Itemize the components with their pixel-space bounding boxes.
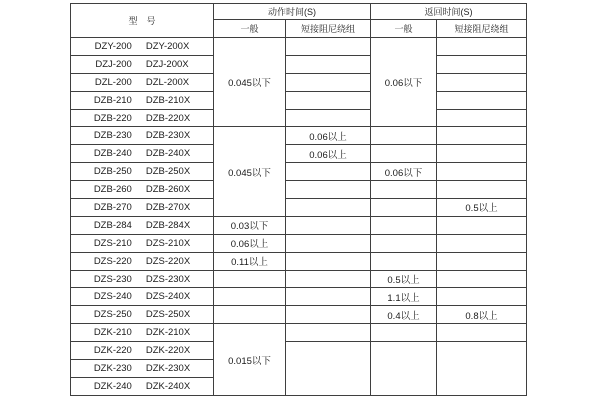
action-damping-cell: 0.06以上 xyxy=(286,145,371,163)
return-damping-cell xyxy=(437,127,527,145)
action-general-cell: 0.11以上 xyxy=(214,252,286,270)
model-pair xyxy=(71,166,213,177)
action-damping-cell xyxy=(286,234,371,252)
return-damping-cell xyxy=(437,163,527,181)
model-pair xyxy=(71,363,213,374)
model-x-variant: DZS-240X xyxy=(145,291,191,303)
model-x-variant: DZS-210X xyxy=(145,237,191,249)
model-x-variant: DZB-270X xyxy=(145,201,191,213)
model-cell xyxy=(71,38,214,56)
header-action-general: 一般 xyxy=(214,20,286,38)
return-damping-cell xyxy=(437,91,527,109)
model-pair xyxy=(71,381,213,392)
model-x-variant: DZS-230X xyxy=(145,273,191,285)
model-x-variant: DZK-210X xyxy=(145,327,191,339)
model-pair xyxy=(71,202,213,213)
model-cell xyxy=(71,377,214,395)
model-base: DZB-284 xyxy=(93,219,132,231)
return-general-cell: 0.06以下 xyxy=(371,163,437,181)
action-damping-cell xyxy=(286,270,371,288)
return-general-cell xyxy=(371,127,437,145)
model-x-variant: DZK-230X xyxy=(145,362,191,374)
model-base: DZK-220 xyxy=(93,345,132,357)
model-x-variant: DZK-240X xyxy=(145,380,191,392)
model-base: DZK-240 xyxy=(93,380,132,392)
model-cell xyxy=(71,252,214,270)
model-pair xyxy=(71,291,213,302)
return-damping-cell xyxy=(437,145,527,163)
model-cell xyxy=(71,306,214,324)
action-general-cell xyxy=(214,270,286,288)
action-damping-cell xyxy=(286,252,371,270)
table-row xyxy=(71,127,527,145)
model-cell xyxy=(71,270,214,288)
model-cell xyxy=(71,163,214,181)
return-damping-cell xyxy=(437,342,527,396)
model-cell xyxy=(71,73,214,91)
model-cell xyxy=(71,145,214,163)
model-pair xyxy=(71,59,213,70)
model-cell xyxy=(71,91,214,109)
header-action-damping: 短接阻尼绕组 xyxy=(286,20,371,38)
header-action-time: 动作时间(S) xyxy=(214,4,371,20)
model-pair xyxy=(71,41,213,52)
return-damping-cell: 0.8以上 xyxy=(437,306,527,324)
model-cell xyxy=(71,324,214,342)
return-damping-cell xyxy=(437,288,527,306)
table-row xyxy=(71,216,527,234)
table-row xyxy=(71,55,527,73)
model-base: DZS-220 xyxy=(93,255,132,267)
table-row xyxy=(71,252,527,270)
header-return-damping: 短接阻尼绕组 xyxy=(437,20,527,38)
action-general-cell: 0.03以下 xyxy=(214,216,286,234)
table-row xyxy=(71,73,527,91)
model-base: DZK-210 xyxy=(93,327,132,339)
return-general-cell: 0.5以上 xyxy=(371,270,437,288)
table-row xyxy=(71,145,527,163)
table-body xyxy=(71,38,527,396)
action-damping-cell xyxy=(286,324,371,342)
model-x-variant: DZS-250X xyxy=(145,309,191,321)
model-x-variant: DZB-210X xyxy=(145,94,191,106)
model-x-variant: DZJ-200X xyxy=(145,58,189,70)
return-damping-cell xyxy=(437,109,527,127)
action-damping-cell: 0.06以上 xyxy=(286,127,371,145)
return-damping-cell xyxy=(437,181,527,199)
action-damping-cell xyxy=(286,109,371,127)
model-base: DZB-240 xyxy=(93,148,132,160)
model-base: DZJ-200 xyxy=(95,58,132,70)
model-base: DZB-230 xyxy=(93,130,132,142)
table-row xyxy=(71,163,527,181)
model-cell xyxy=(71,360,214,378)
table-row xyxy=(71,342,527,360)
model-base: DZB-210 xyxy=(93,94,132,106)
return-general-cell xyxy=(371,181,437,199)
return-general-cell xyxy=(371,342,437,396)
model-pair xyxy=(71,148,213,159)
model-x-variant: DZY-200X xyxy=(145,40,190,52)
model-pair xyxy=(71,184,213,195)
action-general-cell: 0.06以上 xyxy=(214,234,286,252)
return-damping-cell xyxy=(437,234,527,252)
action-damping-cell xyxy=(286,216,371,234)
return-general-cell: 1.1以上 xyxy=(371,288,437,306)
model-pair xyxy=(71,327,213,338)
table-row xyxy=(71,199,527,217)
return-damping-cell xyxy=(437,55,527,73)
return-damping-cell xyxy=(437,38,527,56)
return-damping-cell xyxy=(437,73,527,91)
return-general-cell xyxy=(371,216,437,234)
return-general-cell xyxy=(371,234,437,252)
model-base: DZS-240 xyxy=(93,291,132,303)
table-row xyxy=(71,38,527,56)
table-row xyxy=(71,109,527,127)
header-return-general: 一般 xyxy=(371,20,437,38)
action-damping-cell xyxy=(286,181,371,199)
model-cell xyxy=(71,55,214,73)
action-damping-cell xyxy=(286,199,371,217)
table-row xyxy=(71,234,527,252)
model-cell xyxy=(71,288,214,306)
return-general-cell xyxy=(371,199,437,217)
model-pair xyxy=(71,130,213,141)
model-x-variant: DZB-284X xyxy=(145,219,191,231)
table-header xyxy=(71,4,527,38)
model-pair xyxy=(71,238,213,249)
action-damping-cell xyxy=(286,91,371,109)
model-cell xyxy=(71,109,214,127)
model-base: DZS-230 xyxy=(93,273,132,285)
model-pair xyxy=(71,309,213,320)
table-row xyxy=(71,270,527,288)
table-row xyxy=(71,288,527,306)
return-damping-cell xyxy=(437,324,527,342)
model-cell xyxy=(71,342,214,360)
model-base: DZB-250 xyxy=(93,166,132,178)
model-x-variant: DZB-220X xyxy=(145,112,191,124)
model-x-variant: DZB-230X xyxy=(145,130,191,142)
header-return-time: 返回时间(S) xyxy=(371,4,527,20)
model-cell xyxy=(71,216,214,234)
action-damping-cell xyxy=(286,342,371,396)
model-pair xyxy=(71,113,213,124)
model-cell xyxy=(71,127,214,145)
action-general-cell: 0.045以下 xyxy=(214,127,286,216)
model-base: DZK-230 xyxy=(93,362,132,374)
return-damping-cell xyxy=(437,252,527,270)
model-x-variant: DZB-240X xyxy=(145,148,191,160)
model-base: DZB-260 xyxy=(93,184,132,196)
table-row xyxy=(71,91,527,109)
action-damping-cell xyxy=(286,163,371,181)
model-x-variant: DZK-220X xyxy=(145,345,191,357)
action-damping-cell xyxy=(286,55,371,73)
table-row xyxy=(71,181,527,199)
header-model: 型 号 xyxy=(71,4,214,38)
model-base: DZS-210 xyxy=(93,237,132,249)
model-cell xyxy=(71,234,214,252)
model-pair xyxy=(71,77,213,88)
model-base: DZL-200 xyxy=(94,76,132,88)
model-base: DZB-270 xyxy=(93,201,132,213)
model-pair xyxy=(71,95,213,106)
return-general-cell: 0.4以上 xyxy=(371,306,437,324)
model-x-variant: DZS-220X xyxy=(145,255,191,267)
model-x-variant: DZB-250X xyxy=(145,166,191,178)
return-general-cell xyxy=(371,324,437,342)
action-damping-cell xyxy=(286,306,371,324)
return-general-cell xyxy=(371,252,437,270)
model-x-variant: DZB-260X xyxy=(145,184,191,196)
action-damping-cell xyxy=(286,73,371,91)
return-damping-cell xyxy=(437,270,527,288)
model-pair xyxy=(71,274,213,285)
table-row xyxy=(71,324,527,342)
action-general-cell xyxy=(214,306,286,324)
model-pair xyxy=(71,256,213,267)
spec-table xyxy=(70,3,527,396)
return-damping-cell xyxy=(437,216,527,234)
model-cell xyxy=(71,199,214,217)
model-pair xyxy=(71,345,213,356)
action-damping-cell xyxy=(286,38,371,56)
action-general-cell xyxy=(214,288,286,306)
model-base: DZB-220 xyxy=(93,112,132,124)
model-pair xyxy=(71,220,213,231)
table-row xyxy=(71,306,527,324)
action-damping-cell xyxy=(286,288,371,306)
model-x-variant: DZL-200X xyxy=(145,76,190,88)
return-general-cell: 0.06以下 xyxy=(371,38,437,127)
model-cell xyxy=(71,181,214,199)
return-damping-cell: 0.5以上 xyxy=(437,199,527,217)
return-general-cell xyxy=(371,145,437,163)
model-base: DZS-250 xyxy=(93,309,132,321)
action-general-cell: 0.045以下 xyxy=(214,38,286,127)
action-general-cell: 0.015以下 xyxy=(214,324,286,396)
model-base: DZY-200 xyxy=(94,40,132,52)
